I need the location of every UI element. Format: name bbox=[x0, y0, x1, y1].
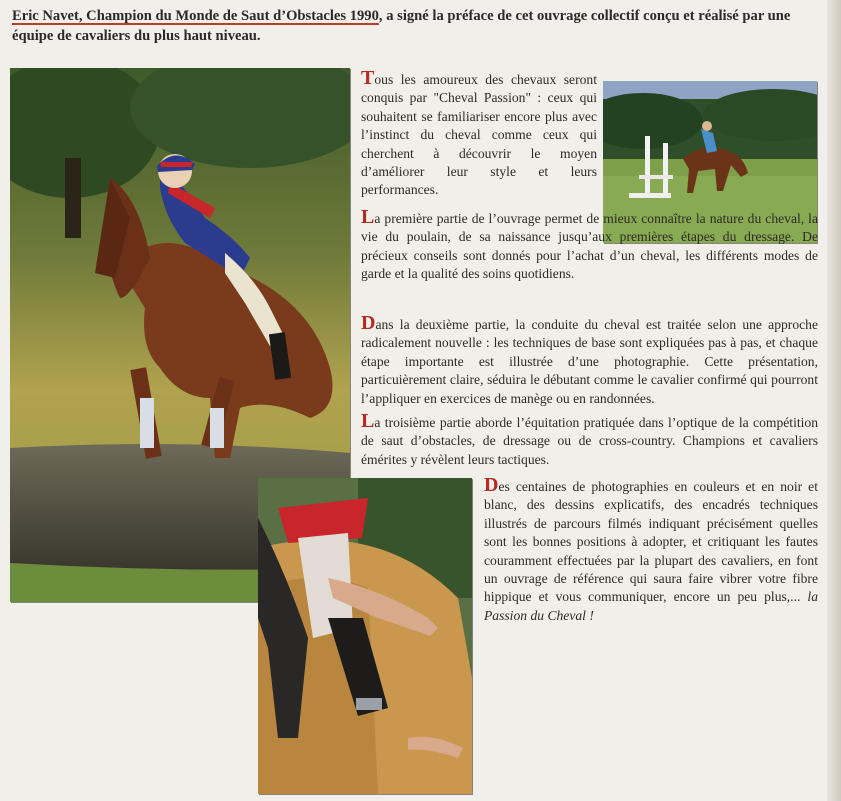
riding-lesson-photo bbox=[258, 478, 472, 794]
paragraph-text: a troisième partie aborde l’équitation pratiquée dans l’optique de la compétition de saut d’obstacles, de dressage ou de cross-country. Champions et cavaliers émérites y révèlent leurs tactiques. bbox=[361, 415, 818, 467]
paragraph-text: ans la deuxième partie, la conduite du cheval est traitée selon une approche radicalement nouvelle : les techniques de base sont expliquées pas à pas, et chaque étape importante est illustrée d’une photographie. Cette présentation, particuièrement claire, séduira le débutant comme le cavalier confirmé qui pourront l’appliquer en exercices de manège ou en randonnées. bbox=[361, 317, 818, 406]
dropcap: T bbox=[361, 67, 375, 89]
paragraph-5 bbox=[484, 476, 818, 625]
page-edge bbox=[827, 0, 841, 801]
dropcap: L bbox=[361, 206, 375, 228]
paragraph-2 bbox=[361, 208, 818, 284]
dropcap: D bbox=[361, 312, 376, 334]
dropcap: D bbox=[484, 474, 499, 496]
book-title-italic: la Passion du Cheval ! bbox=[484, 589, 818, 623]
paragraph-4 bbox=[361, 412, 818, 469]
paragraph-text: es centaines de photographies en couleurs et en noir et blanc, des dessins explicatifs, des encadrés techniques illustrés de parcours filmés indiquant précisément quelles sont les bonnes positions à adopter, et critiquant les fautes couramment effectuées par la plupart des cavaliers, en font un ouvrage de référence qui saura faire vibrer votre fibre hippique et vous communiquer, encore un peu plus,... bbox=[484, 479, 818, 605]
paragraph-text: ous les amoureux des chevaux seront conquis par "Cheval Passion" : ceux qui souhaitent se familiariser encore plus avec l’instinct du cheval comme ceux qui cherchent à découvrir le moyen d’améliorer leur style et leurs performances. bbox=[361, 72, 597, 198]
paragraph-text: a première partie de l’ouvrage permet de mieux connaître la nature du cheval, la vie du poulain, de sa naissance jusqu’aux premières étapes du dressage. De précieux conseils sont donnés pour l’achat d’un cheval, les différents modes de garde et la qualité des soins quotidiens. bbox=[361, 211, 818, 282]
intro-rest: , a signé la préface de cet ouvrage collectif conçu et réalisé par une équipe de cavaliers du plus haut niveau. bbox=[12, 8, 791, 44]
intro-text bbox=[12, 6, 832, 46]
paragraph-3 bbox=[361, 314, 818, 408]
paragraph-1 bbox=[361, 69, 597, 200]
champion-name: Eric Navet, Champion du Monde de Saut d’Obstacles 1990 bbox=[12, 8, 379, 24]
dropcap: L bbox=[361, 410, 375, 432]
